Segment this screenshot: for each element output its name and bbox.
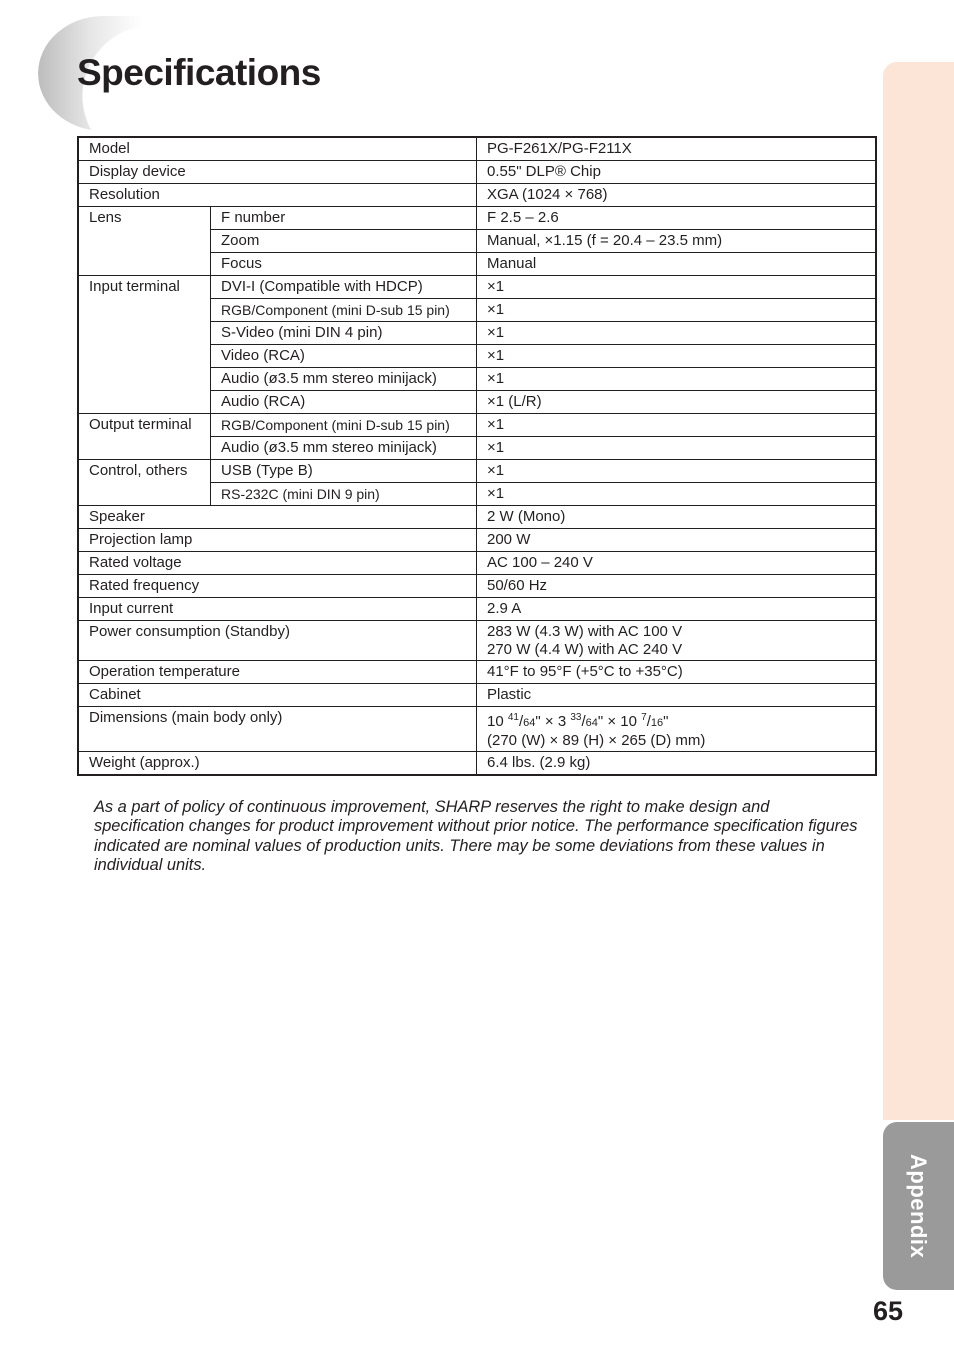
spec-label: Video (RCA) [211, 345, 477, 368]
dim-sep-2: " × 10 [597, 713, 642, 730]
page-number: 65 [872, 1296, 904, 1326]
spec-label: F number [211, 207, 477, 230]
spec-value: ×1 [477, 299, 877, 322]
spec-label: RGB/Component (mini D-sub 15 pin) [211, 299, 477, 322]
spec-value: ×1 [477, 276, 877, 299]
dim-a-whole: 10 [487, 713, 508, 730]
table-row [78, 276, 876, 299]
spec-group-label: Lens [78, 207, 211, 276]
spec-label: Audio (RCA) [211, 391, 477, 414]
spec-value: ×1 [477, 483, 877, 506]
spec-value [477, 707, 877, 752]
spec-label: Focus [211, 253, 477, 276]
spec-value: PG-F261X/PG-F211X [477, 137, 877, 161]
dim-a-num: 41 [507, 712, 519, 723]
spec-label: USB (Type B) [211, 460, 477, 483]
table-row [78, 207, 876, 230]
spec-label: Resolution [78, 184, 477, 207]
spec-label: Dimensions (main body only) [78, 707, 477, 752]
side-margin-bar [883, 62, 954, 1120]
spec-value: ×1 [477, 345, 877, 368]
spec-label: Audio (ø3.5 mm stereo minijack) [211, 437, 477, 460]
dim-a-den: 64 [523, 717, 536, 729]
spec-value: 200 W [477, 529, 877, 552]
table-row [78, 621, 876, 661]
spec-label: Display device [78, 161, 477, 184]
specifications-table [77, 136, 877, 776]
spec-value: 6.4 lbs. (2.9 kg) [477, 752, 877, 776]
dim-sep-1: " × 3 [535, 713, 571, 730]
disclaimer-note: As a part of policy of continuous improvement, SHARP reserves the right to make design and specification changes for product improvement without prior notice. The performance specification figures indicated are nominal values of production units. There may be some deviations from these values in individual units. [94, 798, 858, 874]
spec-group-label: Control, others [78, 460, 211, 506]
table-row [78, 684, 876, 707]
table-row [78, 575, 876, 598]
power-line-1: 283 W (4.3 W) with AC 100 V [487, 623, 683, 640]
spec-value: XGA (1024 × 768) [477, 184, 877, 207]
dim-c-den: 16 [650, 717, 664, 729]
spec-label: RGB/Component (mini D-sub 15 pin) [211, 414, 477, 437]
spec-value: 41°F to 95°F (+5°C to +35°C) [477, 661, 877, 684]
table-row [78, 661, 876, 684]
table-row [78, 529, 876, 552]
spec-label: Rated frequency [78, 575, 477, 598]
table-row [78, 598, 876, 621]
appendix-tab-label: Appendix [906, 1153, 931, 1259]
spec-value: ×1 [477, 460, 877, 483]
spec-label: Projection lamp [78, 529, 477, 552]
dim-c-num: 7 [641, 712, 647, 723]
spec-value: 50/60 Hz [477, 575, 877, 598]
spec-group-label: Input terminal [78, 276, 211, 414]
spec-value: Manual [477, 253, 877, 276]
table-row [78, 552, 876, 575]
spec-label: Operation temperature [78, 661, 477, 684]
spec-label: Cabinet [78, 684, 477, 707]
spec-value: ×1 [477, 322, 877, 345]
spec-label: Input current [78, 598, 477, 621]
spec-label: Zoom [211, 230, 477, 253]
spec-value: ×1 [477, 414, 877, 437]
power-line-2: 270 W (4.4 W) with AC 240 V [487, 641, 683, 658]
spec-group-label: Output terminal [78, 414, 211, 460]
spec-label: Rated voltage [78, 552, 477, 575]
spec-label: Audio (ø3.5 mm stereo minijack) [211, 368, 477, 391]
spec-label: Weight (approx.) [78, 752, 477, 776]
dimensions-mm: (270 (W) × 89 (H) × 265 (D) mm) [487, 732, 706, 749]
dimensions-inches: 10 $^{41}$/64" × 3 $^{33}$/64" × 10 $^7$/16" [487, 712, 669, 730]
spec-value: F 2.5 – 2.6 [477, 207, 877, 230]
spec-value: ×1 (L/R) [477, 391, 877, 414]
table-row [78, 161, 876, 184]
table-row [78, 506, 876, 529]
table-row [78, 707, 876, 752]
spec-label: Model [78, 137, 477, 161]
spec-value [477, 621, 877, 661]
dim-b-num: 33 [570, 712, 582, 723]
spec-value: Manual, ×1.15 (f = 20.4 – 23.5 mm) [477, 230, 877, 253]
table-row [78, 137, 876, 161]
spec-label: Power consumption (Standby) [78, 621, 477, 661]
table-row [78, 752, 876, 776]
spec-value: Plastic [477, 684, 877, 707]
spec-label: RS-232C (mini DIN 9 pin) [211, 483, 477, 506]
page-title: Specifications [77, 52, 321, 93]
table-row [78, 414, 876, 437]
spec-label: DVI-I (Compatible with HDCP) [211, 276, 477, 299]
dim-b-den: 64 [585, 717, 598, 729]
table-row [78, 184, 876, 207]
spec-value: 2.9 A [477, 598, 877, 621]
dim-end: " [663, 713, 669, 730]
spec-value: 2 W (Mono) [477, 506, 877, 529]
spec-value: ×1 [477, 368, 877, 391]
table-row [78, 460, 876, 483]
spec-value: AC 100 – 240 V [477, 552, 877, 575]
spec-label: S-Video (mini DIN 4 pin) [211, 322, 477, 345]
spec-value: 0.55" DLP® Chip [477, 161, 877, 184]
spec-value: ×1 [477, 437, 877, 460]
spec-label: Speaker [78, 506, 477, 529]
